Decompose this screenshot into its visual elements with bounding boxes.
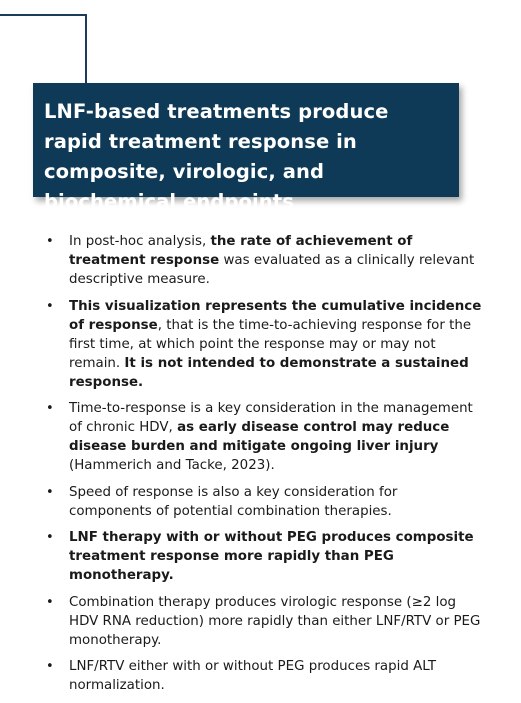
corner-accent-line-horizontal <box>0 14 87 16</box>
bullet-dot-icon: • <box>46 298 54 314</box>
bullet-item <box>44 232 484 289</box>
bullet-run-bold: LNF therapy with or without PEG produces composite treatment response more rapidly than PEG monotherapy. <box>69 530 474 583</box>
bullet-run-bold: This visualization represents the cumulative incidence of response <box>69 298 482 333</box>
bullet-item <box>44 399 484 475</box>
bullet-dot-icon: • <box>46 594 54 610</box>
bullet-run: Time-to-response is a key consideration in the management of chronic HDV, <box>69 401 473 435</box>
bullet-dot-icon: • <box>46 659 54 674</box>
bullet-run: In post-hoc analysis, <box>69 234 211 249</box>
bullet-run-bold: the rate of achievement of treatment response <box>69 234 413 268</box>
bullet-item <box>44 593 484 650</box>
bullet-text <box>69 595 480 648</box>
bullet-dot-icon: • <box>46 401 54 416</box>
bullet-dot-icon: • <box>46 530 54 545</box>
bullet-item <box>44 483 484 521</box>
bullet-run-bold: as early disease control may reduce disease burden and mitigate ongoing liver injury <box>69 420 450 454</box>
bullet-text <box>69 485 397 519</box>
bullet-item <box>44 297 484 392</box>
bullet-run: Speed of response is also a key consideration for components of potential combination therapies. <box>69 484 398 519</box>
bullet-text <box>69 299 481 390</box>
bullet-dot-icon: • <box>46 234 54 249</box>
bullet-item <box>44 528 484 585</box>
bullet-run: LNF/RTV either with or without PEG produces rapid ALT normalization. <box>69 659 437 693</box>
bullet-run: Combination therapy produces virologic response (≥2 log HDV RNA reduction) more rapidly than either LNF/RTV or PEG monotherapy. <box>69 594 481 648</box>
bullet-run: , that is the time-to-achieving response for the first time, at which point the response may or may not remain. <box>69 317 472 371</box>
slide-title: LNF-based treatments produce rapid treatment response in composite, virologic, and biochemical endpoints <box>44 100 389 213</box>
bullet-list <box>44 232 484 703</box>
bullet-text <box>69 401 473 473</box>
bullet-dot-icon: • <box>46 484 54 500</box>
bullet-run: was evaluated as a clinically relevant descriptive measure. <box>69 253 475 287</box>
corner-accent-line-vertical <box>85 14 87 84</box>
bullet-item <box>44 657 484 695</box>
bullet-text <box>69 530 474 583</box>
title-banner <box>33 83 459 213</box>
bullet-run-bold: It is not intended to demonstrate a sustained response. <box>69 355 469 390</box>
bullet-text <box>69 234 474 287</box>
bullet-run: (Hammerich and Tacke, 2023). <box>69 458 275 473</box>
bullet-text <box>69 659 436 693</box>
